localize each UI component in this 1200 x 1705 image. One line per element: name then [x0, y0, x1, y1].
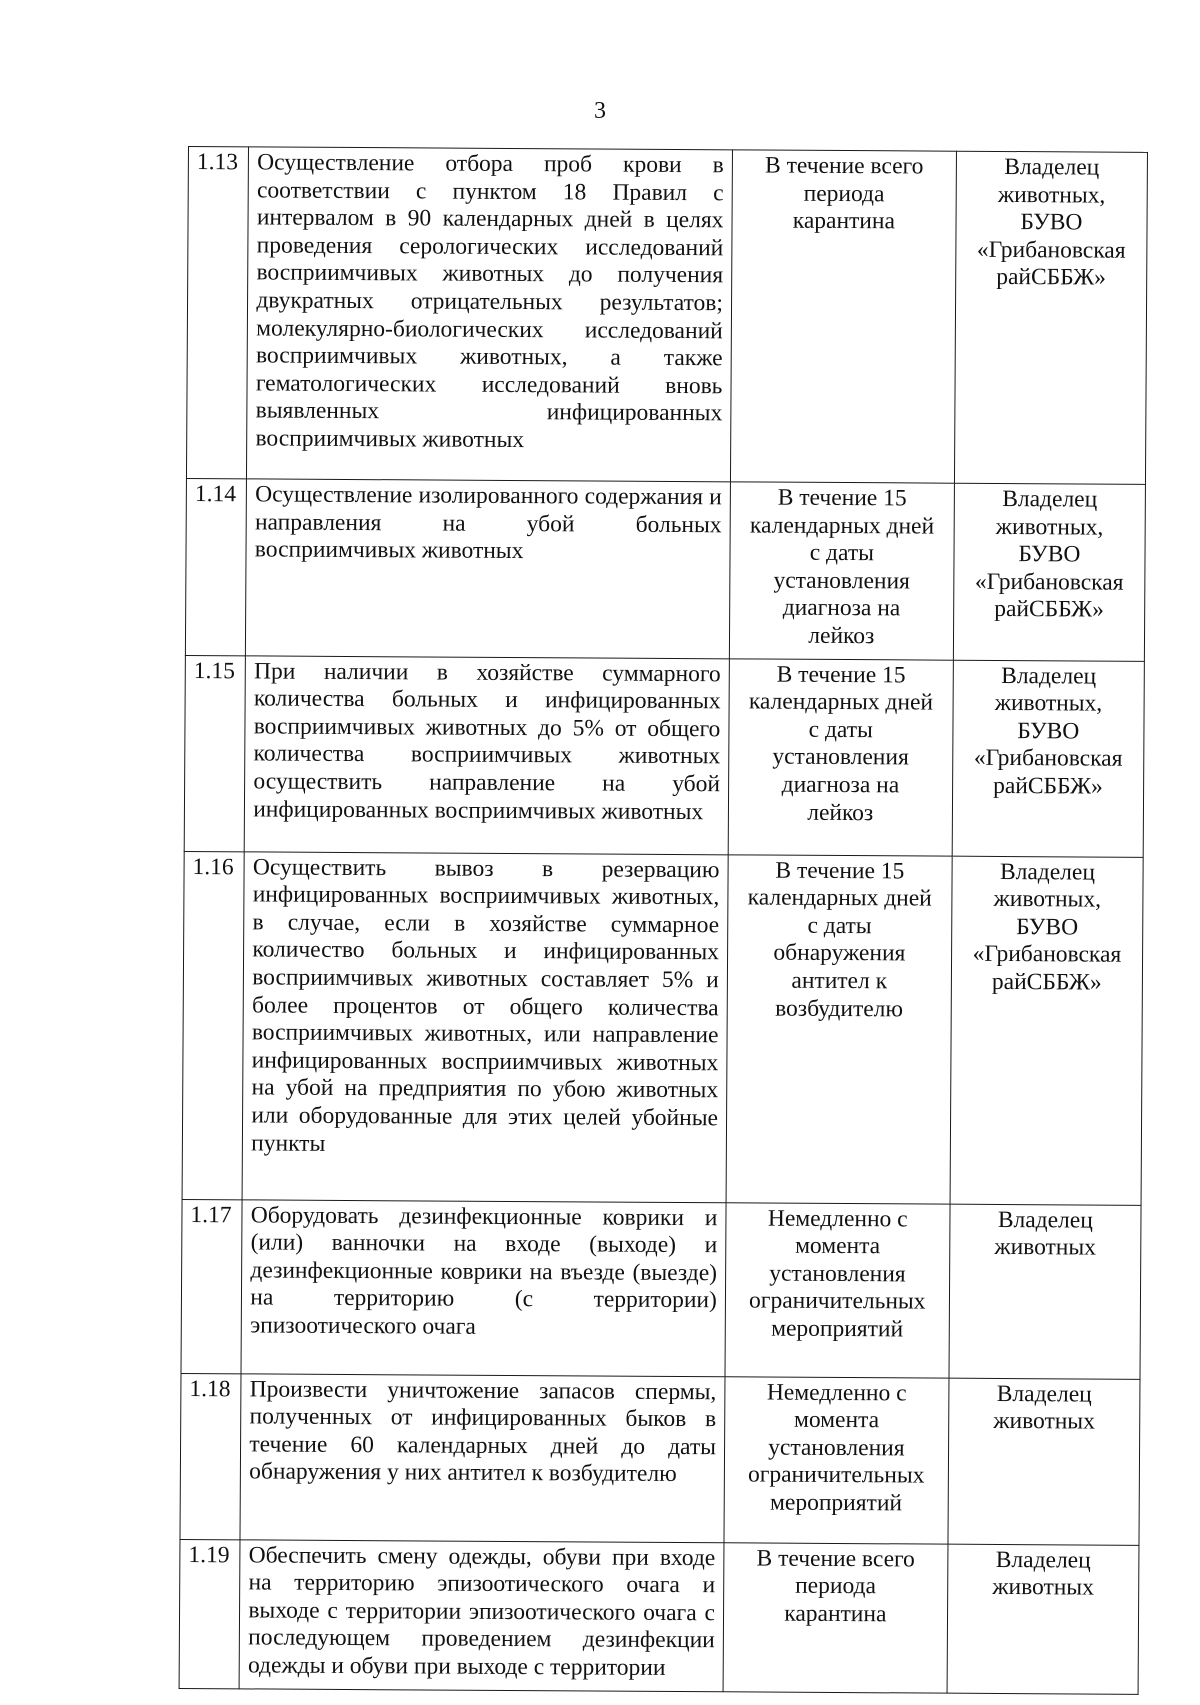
measure-description: Обеспечить смену одежды, обуви при входе на территорию эпизоотического очага и выходе с территории эпизоотического очага с последующем проведением дезинфекции одежды и обуви при выходе с территории — [247, 1541, 716, 1681]
measure-description-cell — [245, 655, 730, 854]
responsible-text: Владелец животных, БУВО «Грибановская райСББЖ» — [973, 662, 1123, 800]
table-row — [184, 655, 1144, 857]
responsible-cell — [950, 856, 1143, 1205]
term-text: В течение 15 календарных дней с даты обнаружения антител к возбудителю — [747, 857, 932, 1022]
item-number-cell — [181, 1199, 242, 1373]
item-number-cell — [186, 147, 248, 479]
item-number-cell — [184, 655, 246, 851]
term-text: В течение 15 календарных дней с даты установления диагноза на лейкоз — [748, 661, 934, 826]
table-row — [186, 147, 1147, 485]
measure-description-cell — [239, 1539, 723, 1691]
measures-table — [179, 146, 1148, 1694]
table-row — [180, 1373, 1140, 1545]
item-number-cell — [185, 478, 246, 655]
term-cell — [728, 658, 953, 855]
measure-description: Осуществить вывоз в резервацию инфицированных восприимчивых животных, в случае, если в хозяйстве суммарное количество больных и инфицированных восприимчивых животных составляет 5% и более процентов от общего количества восприимчивых животных, или направление инфицированных восприимчивых животных на убой на предприятия по убою животных или оборудованные для этих целей убойные пункты — [251, 853, 720, 1157]
term-text: Немедленно с момента установления ограничительных мероприятий — [749, 1205, 926, 1343]
measure-description: Произвести уничтожение запасов спермы, полученных от инфицированных быков в течение 60 календарных дней до даты обнаружения у них антител к возбудителю — [249, 1375, 717, 1488]
responsible-cell — [948, 1378, 1140, 1545]
responsible-cell — [954, 151, 1147, 484]
term-text: В течение всего периода карантина — [756, 1545, 915, 1628]
measure-description-cell — [242, 851, 728, 1202]
measure-description-cell — [240, 1373, 725, 1542]
table-row — [182, 851, 1143, 1205]
measure-description: Оборудовать дезинфекционные коврики и (или) ванночки на входе (выходе) и дезинфекционные коврики на въезде (выезде) на территорию (с территории) эпизоотического очага — [250, 1201, 718, 1340]
measure-description: При наличии в хозяйстве суммарного количества больных и инфицированных восприимчивых животных до 5% от общего количества восприимчивых животных осуществить направление на убой инфицированных восприимчивых животных — [253, 657, 721, 825]
table-row — [179, 1539, 1139, 1694]
term-cell — [729, 482, 954, 660]
item-number-cell — [180, 1373, 241, 1539]
table-row — [181, 1199, 1141, 1379]
measure-description-cell — [241, 1199, 726, 1376]
responsible-text: Владелец животных, БУВО «Грибановская райСББЖ» — [972, 858, 1122, 996]
item-number-cell — [179, 1539, 240, 1688]
responsible-cell — [949, 1204, 1141, 1379]
responsible-text: Владелец животных, БУВО «Грибановская райСББЖ» — [974, 485, 1124, 623]
term-cell — [726, 854, 952, 1203]
term-cell — [730, 150, 956, 483]
page-number: 3 — [594, 98, 606, 124]
responsible-text: Владелец животных — [994, 1206, 1097, 1261]
responsible-text: Владелец животных — [992, 1546, 1094, 1601]
term-cell — [724, 1376, 949, 1543]
item-number: 1.17 — [190, 1201, 232, 1228]
item-number-cell — [182, 851, 244, 1199]
responsible-text: Владелец животных — [993, 1380, 1095, 1435]
term-text: В течение 15 календарных дней с даты установления диагноза на лейкоз — [749, 484, 935, 650]
term-cell — [725, 1202, 950, 1377]
measure-description-cell — [247, 147, 733, 482]
item-number: 1.18 — [189, 1375, 231, 1402]
measure-description: Осуществление отбора проб крови в соответствии с пунктом 18 Правил с интервалом в 90 календарных дней в целях проведения серологических исследований восприимчивых животных до получения двукратных отрицательных результатов; молекулярно-биологических исследований восприимчивых животных, а также гематологических исследований вновь выявленных инфицированных восприимчивых животных — [255, 149, 724, 453]
term-text: Немедленно с момента установления ограничительных мероприятий — [747, 1379, 925, 1517]
item-number: 1.19 — [188, 1541, 230, 1568]
item-number: 1.14 — [194, 481, 237, 508]
item-number: 1.15 — [193, 657, 235, 684]
responsible-cell — [952, 660, 1144, 857]
item-number: 1.13 — [196, 149, 239, 176]
responsible-cell — [953, 483, 1145, 661]
responsible-cell — [947, 1544, 1139, 1694]
term-text: В течение всего периода карантина — [764, 152, 924, 235]
term-cell — [723, 1542, 948, 1692]
measure-description-cell — [246, 479, 731, 659]
table-row — [185, 478, 1145, 660]
item-number: 1.16 — [192, 853, 234, 880]
measure-description: Осуществление изолированного содержания и направления на убой больных восприимчивых животных — [254, 481, 722, 565]
responsible-text: Владелец животных, БУВО «Грибановская райСББЖ» — [976, 153, 1126, 291]
